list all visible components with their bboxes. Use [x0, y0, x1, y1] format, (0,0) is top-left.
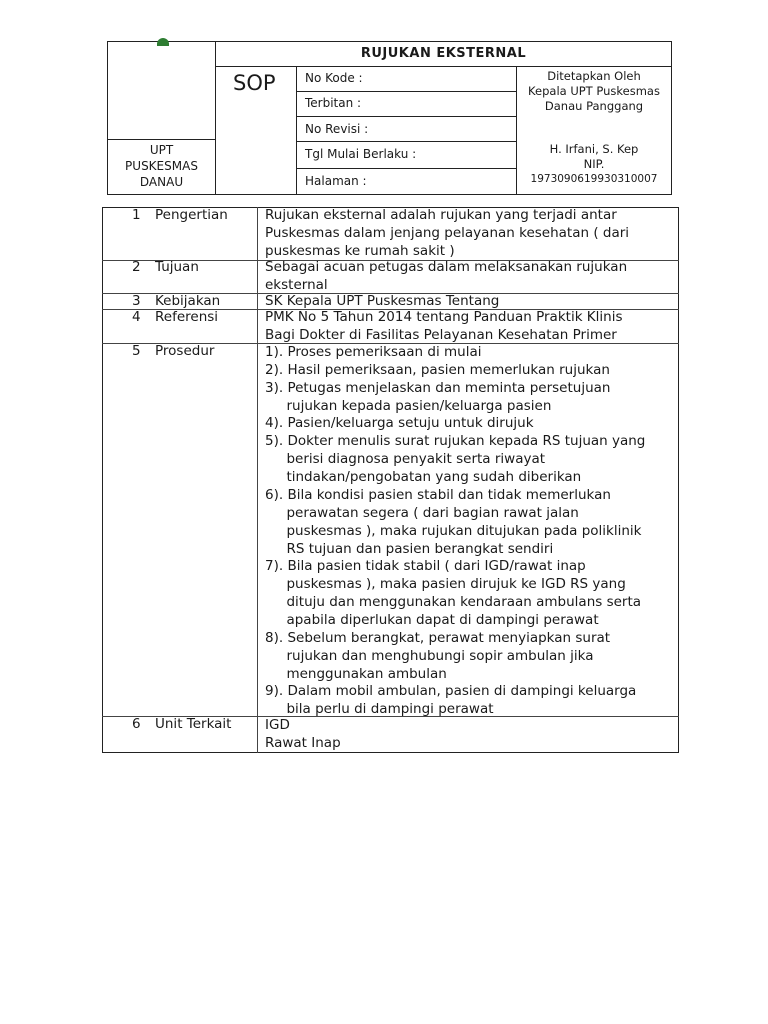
signer-nip: 1973090619930310007 [530, 173, 658, 185]
procedure-line: puskesmas ), maka pasien dirujuk ke IGD RS yang [265, 576, 626, 592]
procedure-line: 7). Bila pasien tidak stabil ( dari IGD/rawat inap [265, 558, 586, 574]
procedure-line: berisi diagnosa penyakit serta riwayat [265, 451, 546, 467]
row-text-line: eksternal [265, 277, 328, 293]
row-text-line: Rawat Inap [265, 735, 341, 751]
procedure-line: menggunakan ambulan [265, 666, 447, 682]
row-label: Prosedur [155, 343, 215, 359]
approval-line: Ditetapkan Oleh [547, 69, 641, 83]
meta-halaman: Halaman : [296, 168, 517, 195]
row-text-line: Rujukan eksternal adalah rujukan yang terjadi antar [265, 207, 617, 223]
row-text-line: PMK No 5 Tahun 2014 tentang Panduan Praktik Klinis [265, 309, 623, 325]
meta-terbitan: Terbitan : [296, 91, 517, 117]
procedure-line: RS tujuan dan pasien berangkat sendiri [265, 541, 554, 557]
row-label: Unit Terkait [155, 716, 232, 732]
procedure-line: bila perlu di dampingi perawat [265, 701, 494, 717]
org-line: UPT [149, 143, 174, 157]
row-text-line: Puskesmas dalam jenjang pelayanan kesehatan ( dari [265, 225, 630, 241]
row-label: Pengertian [155, 207, 228, 223]
procedure-line: rujukan dan menghubungi sopir ambulan jika [265, 648, 594, 664]
procedure-line: puskesmas ), maka rujukan ditujukan pada poliklinik [265, 523, 642, 539]
row-text-line: SK Kepala UPT Puskesmas Tentang [265, 293, 500, 309]
document-title: RUJUKAN EKSTERNAL [360, 46, 527, 61]
meta-no-kode: No Kode : [296, 66, 517, 92]
procedure-line: 4). Pasien/keluarga setuju untuk dirujuk [265, 415, 534, 431]
procedure-line: dituju dan menggunakan kendaraan ambulans serta [265, 594, 642, 610]
row-text-line: Sebagai acuan petugas dalam melaksanakan rujukan [265, 259, 628, 275]
approval-box [516, 66, 672, 195]
signer-nip-label: NIP. [583, 157, 605, 171]
row-label: Tujuan [155, 259, 199, 275]
row-text-line: Bagi Dokter di Fasilitas Pelayanan Kesehatan Primer [265, 327, 617, 343]
procedure-line: 8). Sebelum berangkat, perawat menyiapkan surat [265, 630, 611, 646]
logo-box [107, 41, 216, 140]
org-box [107, 139, 216, 195]
row-number: 1 [132, 207, 141, 223]
row-text-line: puskesmas ke rumah sakit ) [265, 243, 455, 259]
title-box [215, 41, 672, 67]
row-number: 6 [132, 716, 141, 732]
meta-tgl-mulai: Tgl Mulai Berlaku : [296, 141, 517, 169]
org-line: DANAU [139, 175, 184, 189]
procedure-line: 1). Proses pemeriksaan di mulai [265, 344, 482, 360]
procedure-line: rujukan kepada pasien/keluarga pasien [265, 398, 552, 414]
procedure-line: 2). Hasil pemeriksaan, pasien memerlukan rujukan [265, 362, 610, 378]
procedure-line: perawatan segera ( dari bagian rawat jalan [265, 505, 579, 521]
procedure-line: 6). Bila kondisi pasien stabil dan tidak memerlukan [265, 487, 611, 503]
sop-label: SOP [233, 71, 276, 95]
signer-name: H. Irfani, S. Kep [549, 142, 639, 156]
row-number: 2 [132, 259, 141, 275]
row-number: 4 [132, 309, 141, 325]
row-number: 5 [132, 343, 141, 359]
row-number: 3 [132, 293, 141, 309]
meta-no-revisi: No Revisi : [296, 116, 517, 142]
row-label: Referensi [155, 309, 219, 325]
org-line: PUSKESMAS [125, 159, 198, 173]
approval-line: Danau Panggang [544, 99, 644, 113]
procedure-line: 3). Petugas menjelaskan dan meminta persetujuan [265, 380, 611, 396]
column-divider [257, 207, 258, 753]
sop-box [215, 66, 297, 195]
approval-line: Kepala UPT Puskesmas [528, 84, 660, 98]
procedure-line: tindakan/pengobatan yang sudah diberikan [265, 469, 582, 485]
logo-icon [157, 38, 169, 46]
row-label: Kebijakan [155, 293, 221, 309]
procedure-line: apabila diperlukan dapat di dampingi perawat [265, 612, 599, 628]
procedure-line: 5). Dokter menulis surat rujukan kepada RS tujuan yang [265, 433, 646, 449]
procedure-line: 9). Dalam mobil ambulan, pasien di dampingi keluarga [265, 683, 637, 699]
row-text-line: IGD [265, 717, 290, 733]
